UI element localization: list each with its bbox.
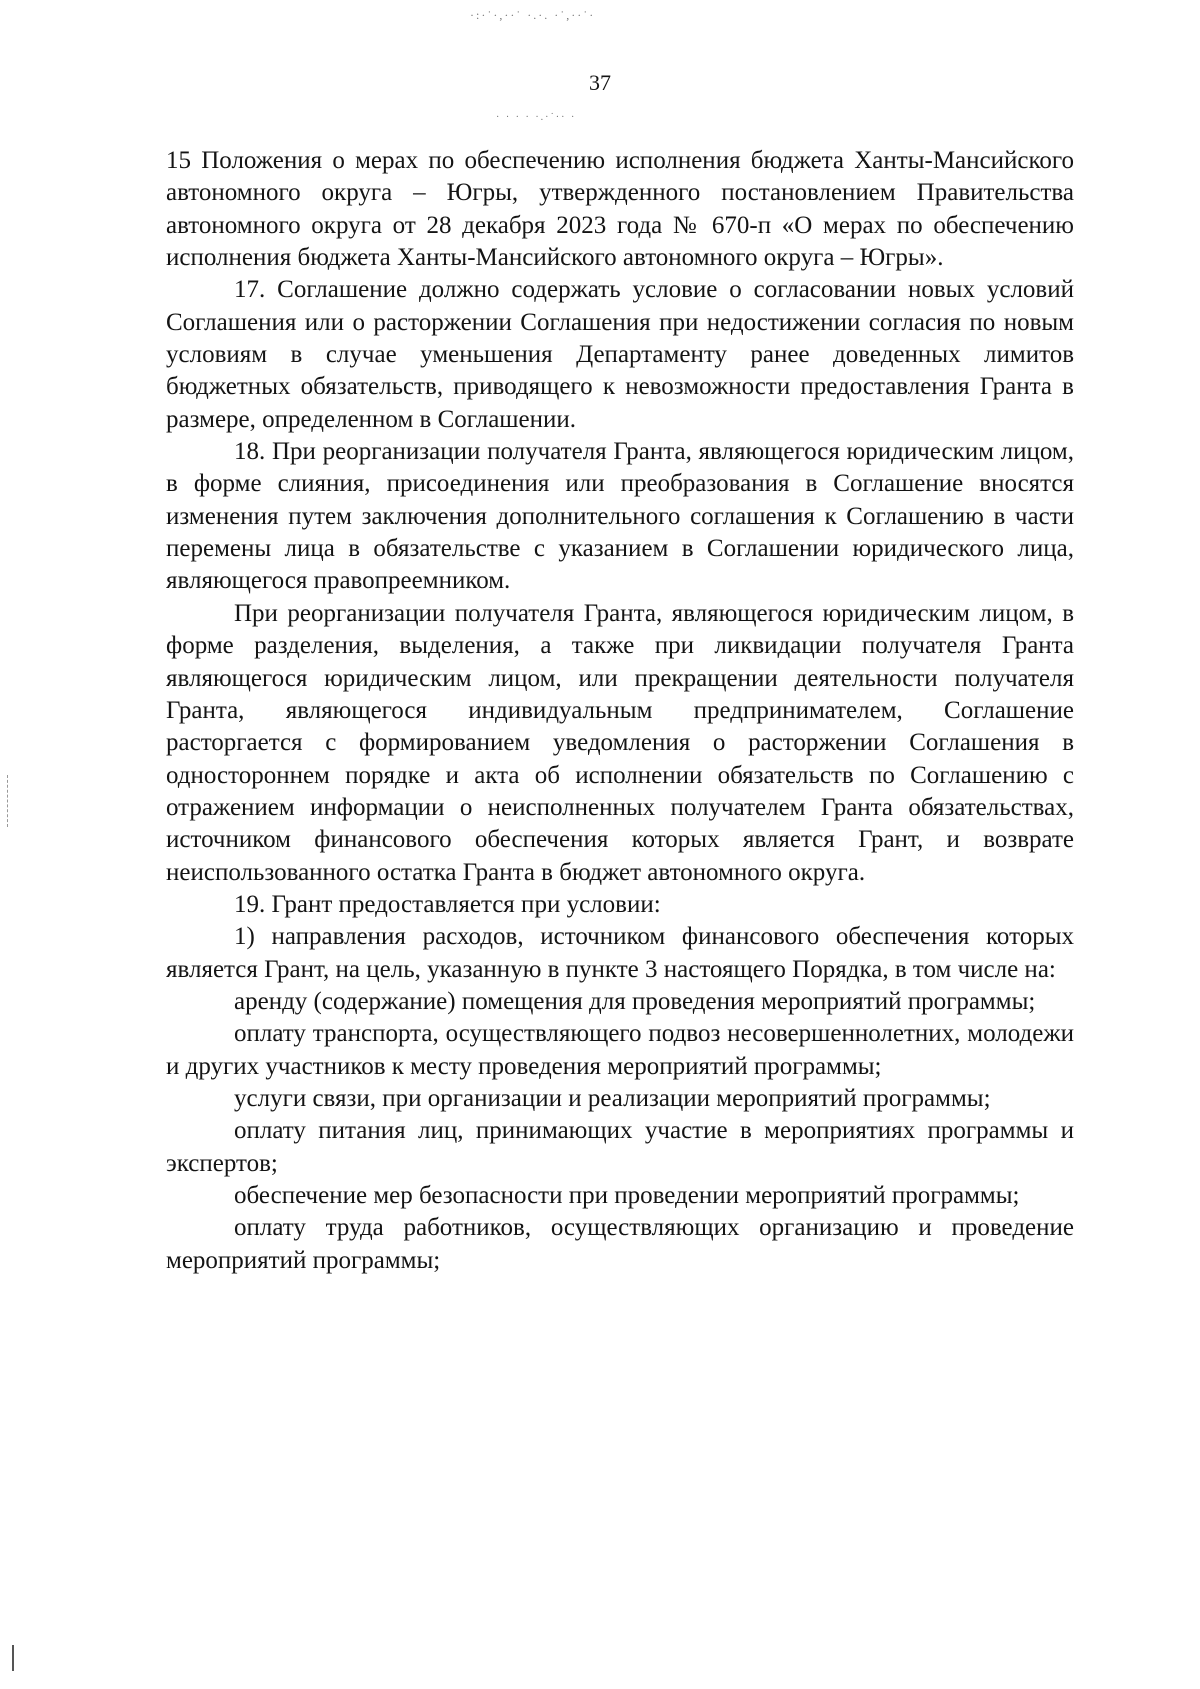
paragraph-18-reorganization: При реорганизации получателя Гранта, являющегося юридическим лицом, в форме разделения, выделения, а также при ликвидации получателя Гранта являющегося юридическим лицом, или прекращении деятельности получателя Гранта, являющегося индивидуальным предпринимателем, Соглашение расторгается с формированием уведомления о расторжении Соглашения в одностороннем порядке и акта об исполнении обязательств по Соглашению с отражением информации о неисполненных получателем Гранта обязательствах, источником финансового обеспечения которых является Грант, и возврате неиспользованного остатка Гранта в бюджет автономного округа. xyxy=(166,599,1074,886)
expense-communication: услуги связи, при организации и реализации мероприятий программы; xyxy=(234,1084,991,1112)
paragraph-19: 19. Грант предоставляется при условии: xyxy=(234,890,661,918)
expense-food: оплату питания лиц, принимающих участие в мероприятиях программы и экспертов; xyxy=(166,1117,1074,1177)
condition-1: 1) направления расходов, источником финансового обеспечения которых является Грант, на цель, указанную в пункте 3 настоящего Порядка, в том числе на: xyxy=(166,923,1074,983)
paragraph-18: 18. При реорганизации получателя Гранта, являющегося юридическим лицом, в форме слияния, присоединения или преобразования в Соглашение вносятся изменения путем заключения дополнительного соглашения к Соглашению в части перемены лица в обязательстве с указанием в Соглашении юридического лица, являющегося правопреемником. xyxy=(166,438,1074,595)
scan-artifact: · · · · ·.·˙·· · xyxy=(496,112,577,123)
expense-security: обеспечение мер безопасности при проведении мероприятий программы; xyxy=(234,1182,1020,1209)
scan-artifact xyxy=(12,1645,14,1671)
paragraph-17: 17. Соглашение должно содержать условие о согласовании новых условий Соглашения или о расторжении Соглашения при недостижении согласия по новым условиям в случае уменьшения Департаменту ранее доведенных лимитов бюджетных обязательств, приводящего к невозможности предоставления Гранта в размере, определенном в Соглашении. xyxy=(166,276,1074,433)
expense-transport: оплату транспорта, осуществляющего подвоз несовершеннолетних, молодежи и других участников к месту проведения мероприятий программы; xyxy=(166,1020,1074,1080)
page-number: 37 xyxy=(589,70,611,95)
paragraph-continuation: 15 Положения о мерах по обеспечению исполнения бюджета Ханты-Мансийского автономного округа – Югры, утвержденного постановлением Правительства автономного округа от 28 декабря 2023 года № 670-п «О мерах по обеспечению исполнения бюджета Ханты-Мансийского автономного округа – Югры». xyxy=(166,147,1074,272)
expense-salary: оплату труда работников, осуществляющих организацию и проведение мероприятий программы; xyxy=(166,1214,1074,1274)
expense-rent: аренду (содержание) помещения для проведения мероприятий программы; xyxy=(234,987,1036,1015)
scan-artifact: ·:·˙·,··˙ ·.·. ·˙,··˙· xyxy=(470,8,596,22)
document-body xyxy=(166,145,1074,1277)
scan-artifact xyxy=(7,775,8,827)
